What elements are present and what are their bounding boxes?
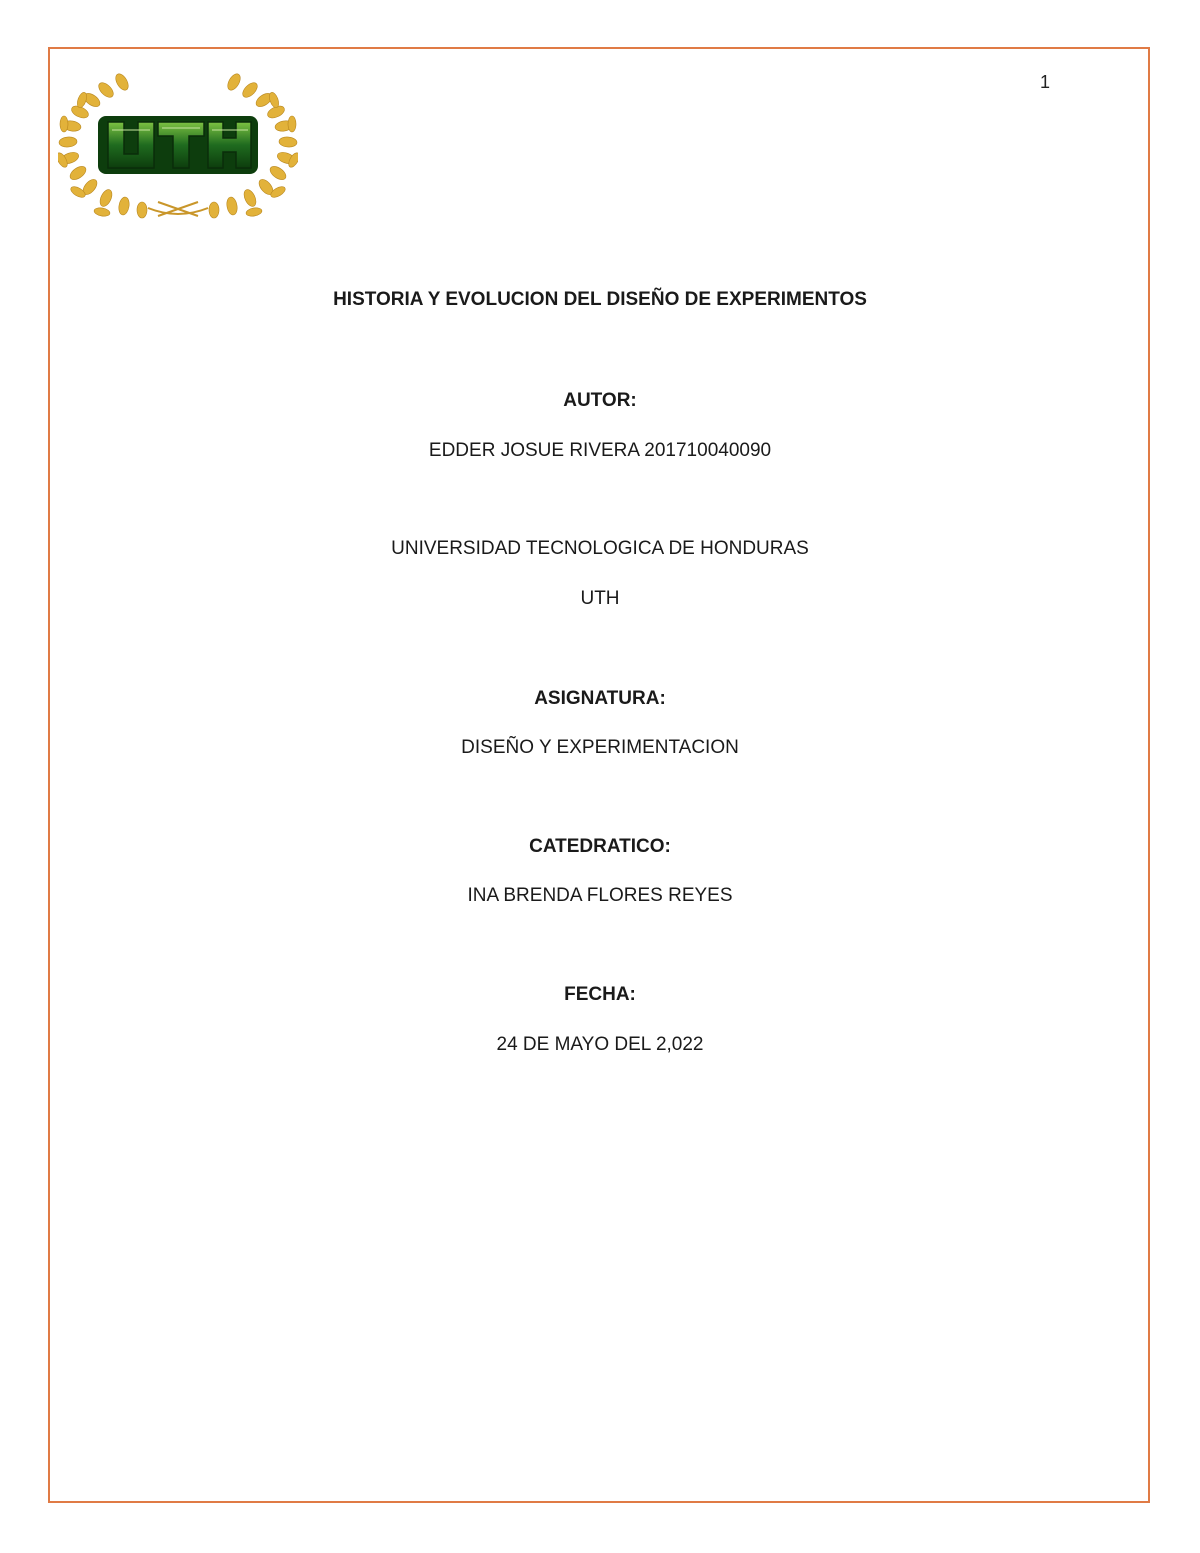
page-border [48, 47, 1150, 1503]
subject-label: ASIGNATURA: [534, 688, 666, 709]
date-value: 24 DE MAYO DEL 2,022 [496, 1034, 704, 1055]
date-label: FECHA: [564, 984, 636, 1005]
subject-value: DISEÑO Y EXPERIMENTACION [461, 737, 739, 758]
university-abbr: UTH [580, 588, 620, 609]
teacher-label: CATEDRATICO: [529, 836, 671, 857]
university-name: UNIVERSIDAD TECNOLOGICA DE HONDURAS [391, 538, 809, 559]
author-label: AUTOR: [563, 390, 637, 411]
uth-logo [58, 70, 298, 225]
document-title: HISTORIA Y EVOLUCION DEL DISEÑO DE EXPERIMENTOS [333, 289, 867, 310]
uth-letters [98, 116, 258, 174]
teacher-value: INA BRENDA FLORES REYES [467, 885, 733, 906]
page-number: 1 [1040, 72, 1051, 92]
author-value: EDDER JOSUE RIVERA 201710040090 [428, 440, 772, 461]
